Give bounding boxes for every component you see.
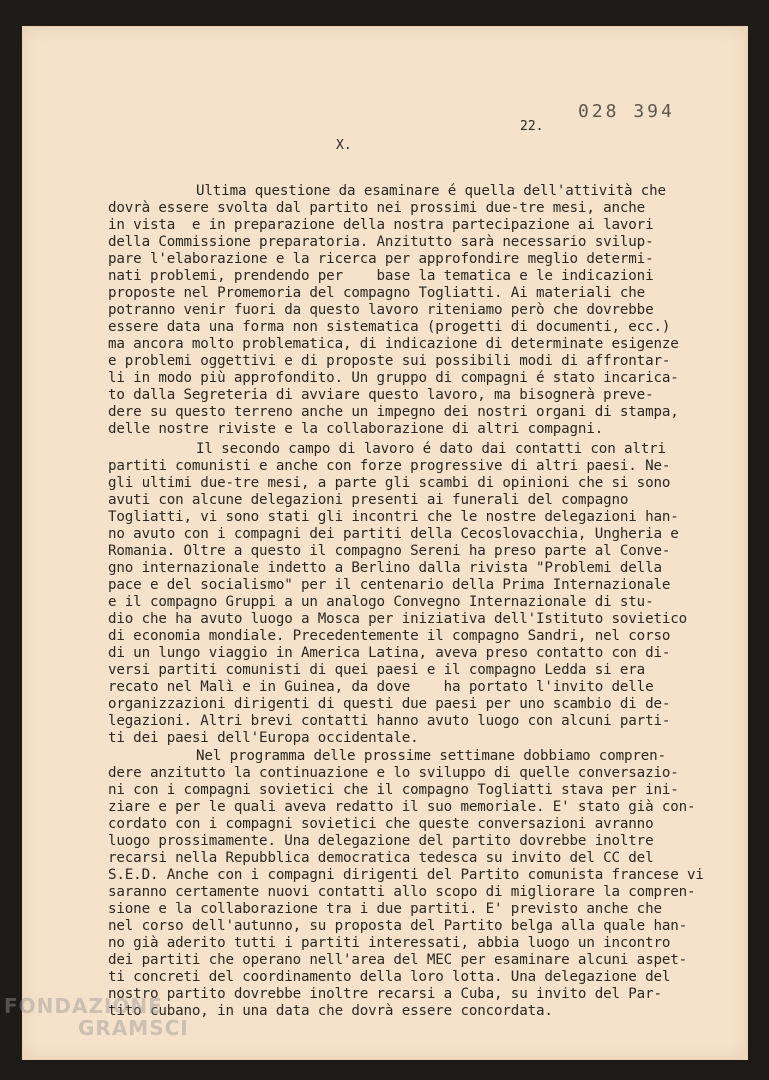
text-line: to dalla Segreteria di avviare questo lavoro, ma bisognerà preve- (108, 387, 654, 403)
text-line: e il compagno Gruppi a un analogo Convegno Internazionale di stu- (108, 594, 654, 610)
text-line: Il secondo campo di lavoro é dato dai contatti con altri (196, 441, 666, 457)
text-line: gno internazionale indetto a Berlino dalla rivista "Problemi della (108, 560, 662, 576)
text-line: potranno venir fuori da questo lavoro riteniamo però che dovrebbe (108, 302, 654, 318)
text-line: delle nostre riviste e la collaborazione di altri compagni. (108, 421, 604, 437)
text-line: tito cubano, in una data che dovrà essere concordata. (108, 1003, 553, 1019)
text-line: recato nel Malì e in Guinea, da dove ha portato l'invito delle (108, 679, 654, 695)
archive-stamp: 028 394 (578, 101, 675, 122)
text-line: dere su questo terreno anche un impegno dei nostri organi di stampa, (108, 404, 679, 420)
text-line: di un lungo viaggio in America Latina, aveva preso contatto con di- (108, 645, 671, 661)
text-line: della Commissione preparatoria. Anzitutto sarà necessario svilup- (108, 234, 654, 250)
text-line: versi partiti comunisti di quei paesi e il compagno Ledda si era (108, 662, 646, 678)
text-line: Togliatti, vi sono stati gli incontri che le nostre delegazioni han- (108, 509, 679, 525)
text-line: nostro partito dovrebbe inoltre recarsi a Cuba, su invito del Par- (108, 986, 662, 1002)
text-line: partiti comunisti e anche con forze progressive di altri paesi. Ne- (108, 458, 671, 474)
text-line: nel corso dell'autunno, su proposta del Partito belga alla quale han- (108, 918, 688, 934)
text-line: no avuto con i compagni dei partiti della Cecoslovacchia, Ungheria e (108, 526, 679, 542)
text-line: organizzazioni dirigenti di questi due paesi per uno scambio di de- (108, 696, 671, 712)
text-line: pace e del socialismo" per il centenario della Prima Internazionale (108, 577, 671, 593)
text-line: dovrà essere svolta dal partito nei prossimi due-tre mesi, anche (108, 200, 646, 216)
text-line: avuti con alcune delegazioni presenti ai funerali del compagno (108, 492, 629, 508)
text-line: e problemi oggettivi e di proposte sui possibili modi di affrontar- (108, 353, 671, 369)
page-number: 22. (520, 119, 544, 134)
text-line: no già aderito tutti i partiti interessati, abbia luogo un incontro (108, 935, 671, 951)
text-line: ti concreti del coordinamento della loro lotta. Una delegazione del (108, 969, 671, 985)
text-line: Nel programma delle prossime settimane dobbiamo compren- (196, 748, 666, 764)
text-line: recarsi nella Repubblica democratica tedesca su invito del CC del (108, 850, 654, 866)
text-line: cordato con i compagni sovietici che queste conversazioni avranno (108, 816, 654, 832)
text-line: dio che ha avuto luogo a Mosca per iniziativa dell'Istituto sovietico (108, 611, 688, 627)
text-line: dei partiti che operano nell'area del MEC per esaminare alcuni aspet- (108, 952, 688, 968)
text-line: Ultima questione da esaminare é quella dell'attività che (196, 183, 666, 199)
text-line: ma ancora molto problematica, di indicazione di determinate esigenze (108, 336, 679, 352)
text-line: sione e la collaborazione tra i due partiti. E' previsto anche che (108, 901, 662, 917)
text-line: Romania. Oltre a questo il compagno Sereni ha preso parte al Conve- (108, 543, 671, 559)
text-line: nati problemi, prendendo per base la tematica e le indicazioni (108, 268, 654, 284)
text-line: in vista e in preparazione della nostra partecipazione ai lavori (108, 217, 654, 233)
text-line: essere data una forma non sistematica (progetti di documenti, ecc.) (108, 319, 671, 335)
text-line: pare l'elaborazione e la ricerca per approfondire meglio determi- (108, 251, 654, 267)
text-line: proposte nel Promemoria del compagno Togliatti. Ai materiali che (108, 285, 646, 301)
text-line: dere anzitutto la continuazione e lo sviluppo di quelle conversazio- (108, 765, 679, 781)
text-line: ziare e per le quali aveva redatto il suo memoriale. E' stato già con- (108, 799, 696, 815)
text-line: legazioni. Altri brevi contatti hanno avuto luogo con alcuni parti- (108, 713, 671, 729)
text-line: ti dei paesi dell'Europa occidentale. (108, 730, 419, 746)
text-line: S.E.D. Anche con i compagni dirigenti del Partito comunista francese vi (108, 867, 704, 883)
text-line: saranno certamente nuovi contatti allo scopo di migliorare la compren- (108, 884, 696, 900)
watermark-line-1: FONDAZIONE (4, 994, 163, 1018)
text-line: ni con i compagni sovietici che il compagno Togliatti stava per ini- (108, 782, 679, 798)
text-line: luogo prossimamente. Una delegazione del partito dovrebbe inoltre (108, 833, 654, 849)
watermark-line-2: GRAMSCI (78, 1016, 189, 1040)
fondazione-gramsci-watermark (4, 995, 189, 1039)
section-heading: X. (336, 138, 352, 153)
text-line: li in modo più approfondito. Un gruppo di compagni é stato incarica- (108, 370, 679, 386)
text-line: di economia mondiale. Precedentemente il compagno Sandri, nel corso (108, 628, 671, 644)
text-line: gli ultimi due-tre mesi, a parte gli scambi di opinioni che si sono (108, 475, 671, 491)
